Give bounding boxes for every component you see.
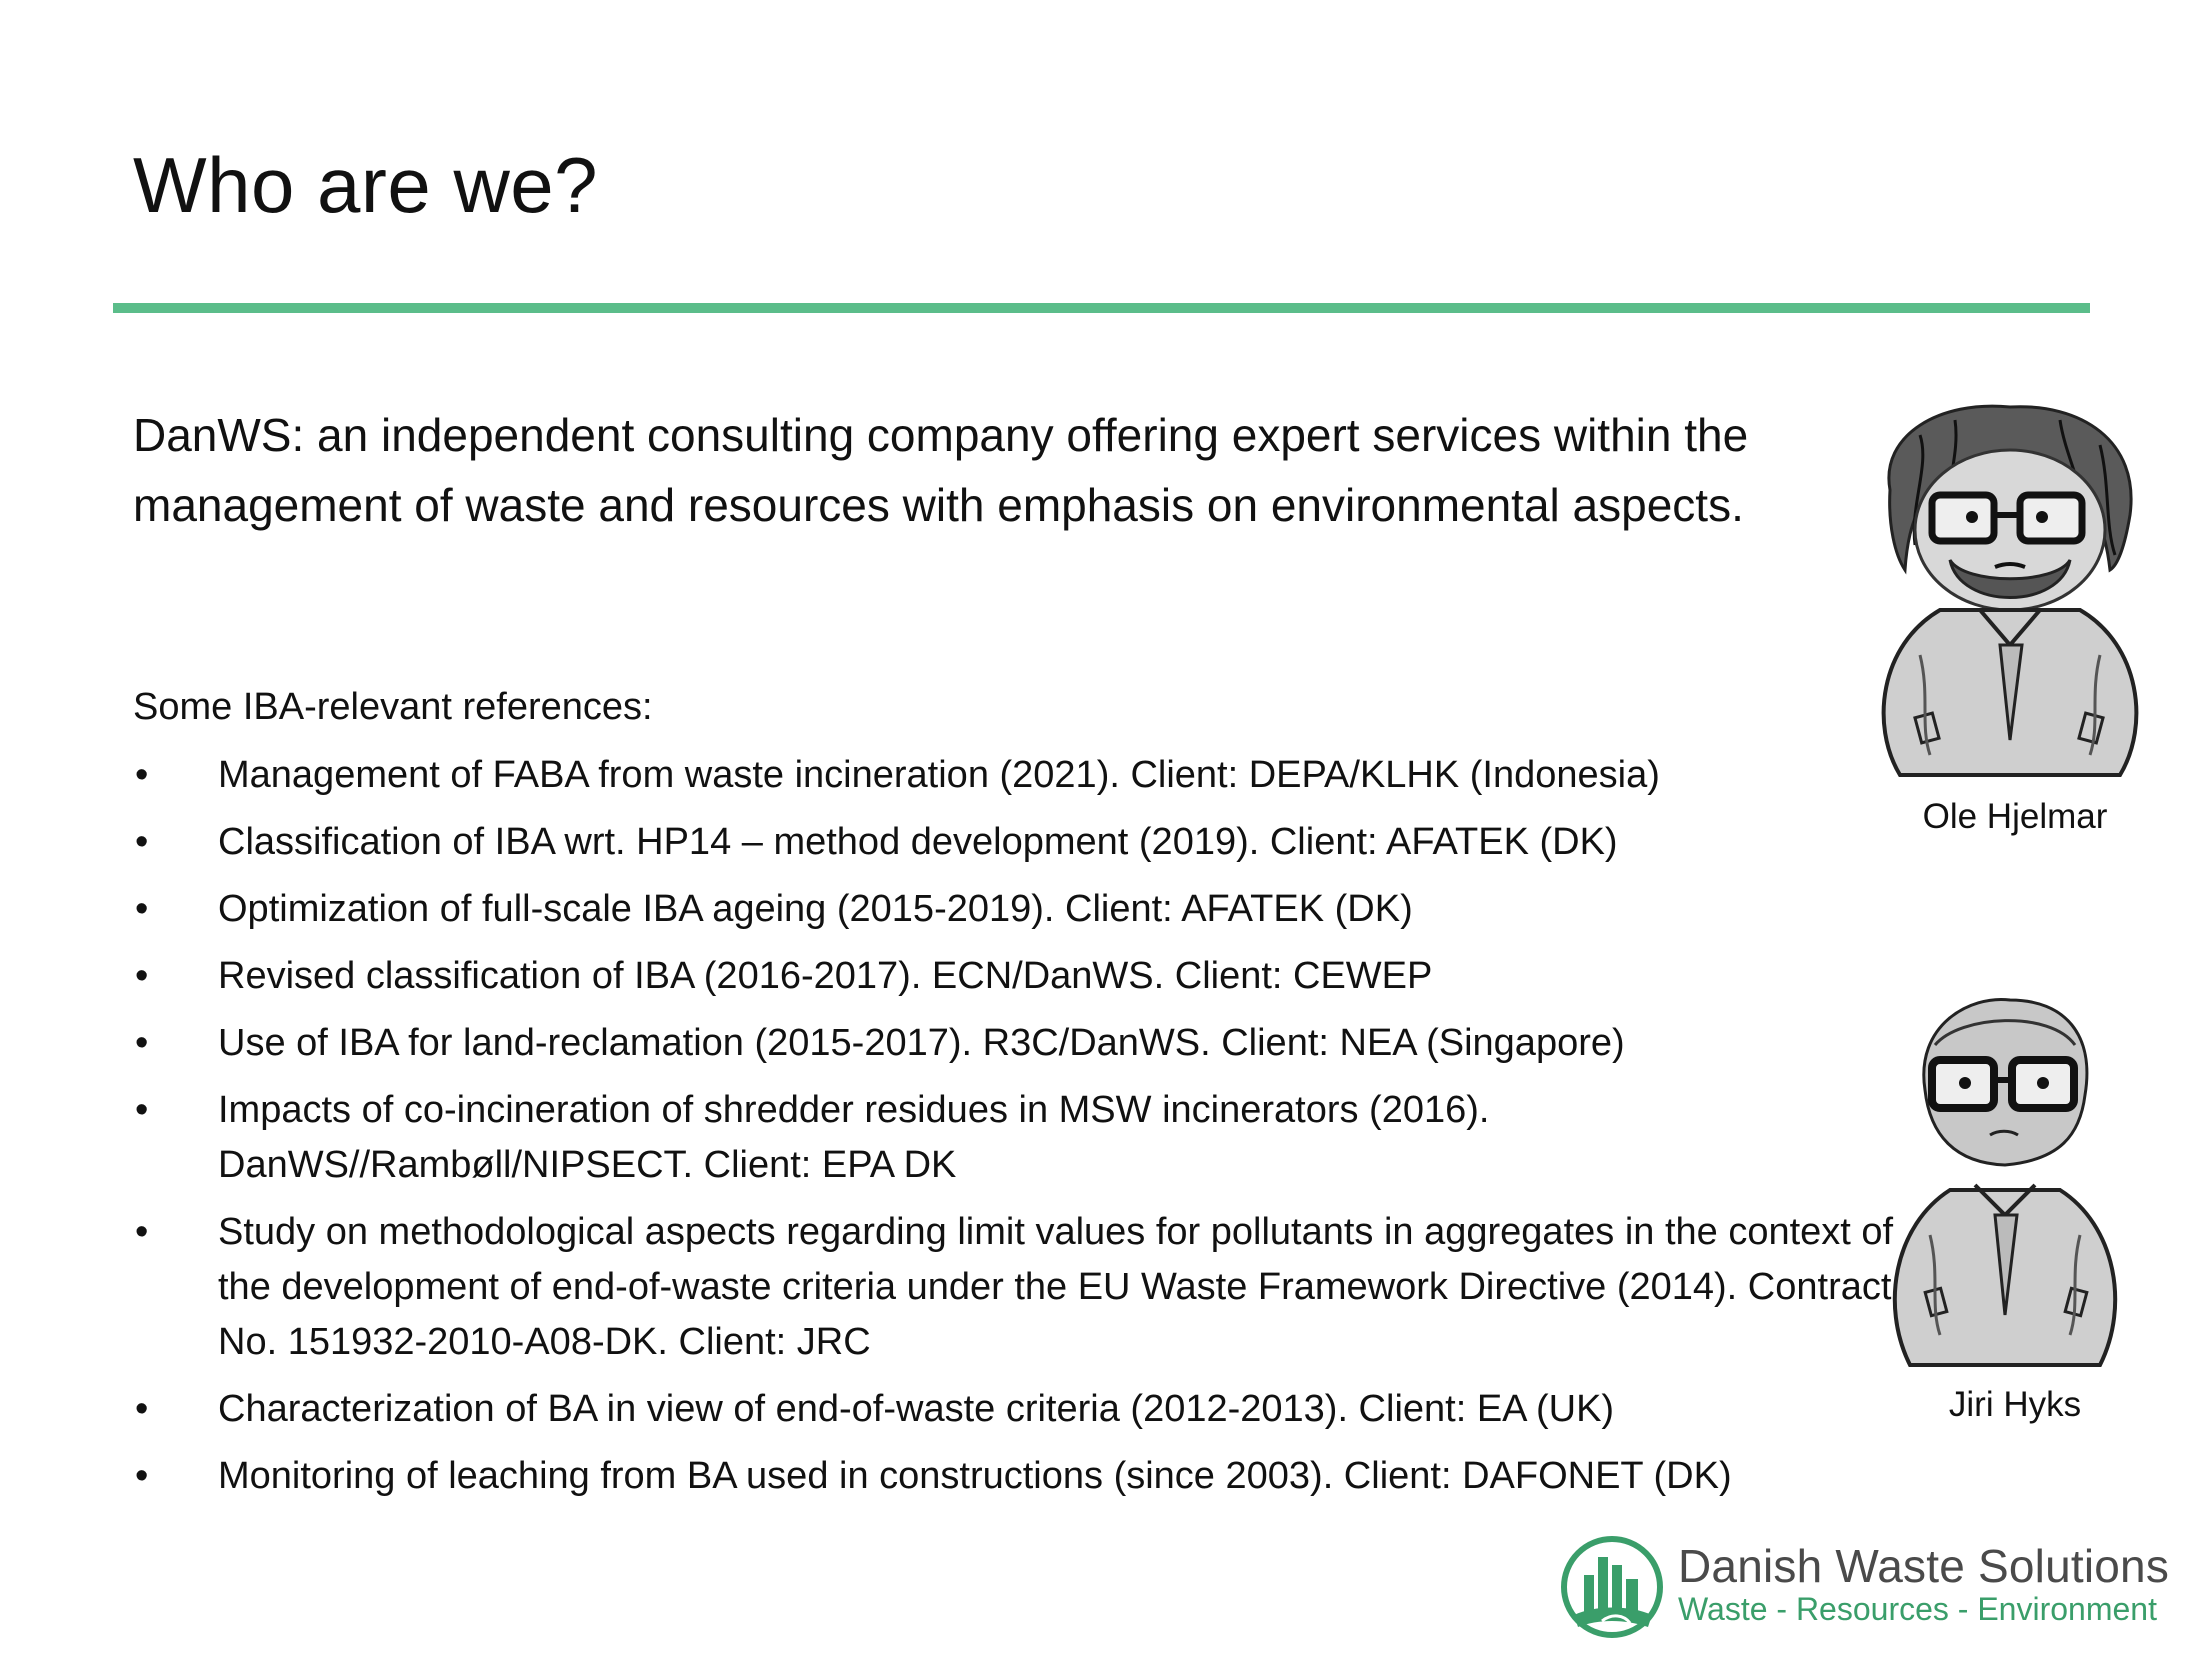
bullet: • xyxy=(135,1022,149,1064)
list-item xyxy=(133,748,1913,803)
portrait-caption: Jiri Hyks xyxy=(1948,1385,2082,1424)
list-item xyxy=(133,815,1913,870)
city-recycle-logo-icon xyxy=(1560,1535,1665,1640)
title-divider xyxy=(113,303,2090,313)
reference-text: Use of IBA for land-reclamation (2015-2017). R3C/DanWS. Client: NEA (Singapore) xyxy=(218,1022,1625,1064)
bullet: • xyxy=(135,821,149,863)
slide-title: Who are we? xyxy=(133,141,599,229)
list-item xyxy=(133,882,1913,937)
reference-text: Revised classification of IBA (2016-2017). ECN/DanWS. Client: CEWEP xyxy=(218,955,1433,997)
reference-text: Management of FABA from waste incineration (2021). Client: DEPA/KLHK (Indonesia) xyxy=(218,754,1660,796)
reference-text: Impacts of co-incineration of shredder residues in MSW incinerators (2016). DanWS//Rambøll/NIPSECT. Client: EPA DK xyxy=(218,1089,1490,1186)
bullet: • xyxy=(135,888,149,930)
list-item xyxy=(133,1449,1913,1504)
list-item xyxy=(133,1083,1913,1193)
list-item xyxy=(133,1016,1913,1071)
references-list xyxy=(133,748,1913,1516)
bullet: • xyxy=(135,1211,149,1253)
bullet: • xyxy=(135,1089,149,1131)
list-item xyxy=(133,1205,1913,1370)
logo-tagline: Waste - Resources - Environment xyxy=(1678,1591,2157,1627)
sketch-portrait-icon xyxy=(1860,395,2150,795)
reference-text: Classification of IBA wrt. HP14 – method development (2019). Client: AFATEK (DK) xyxy=(218,821,1618,863)
bullet: • xyxy=(135,754,149,796)
reference-text: Monitoring of leaching from BA used in constructions (since 2003). Client: DAFONET (DK) xyxy=(218,1455,1732,1497)
sketch-portrait-ole xyxy=(1860,395,2150,795)
references-heading: Some IBA-relevant references: xyxy=(133,686,653,728)
intro-paragraph: DanWS: an independent consulting company offering expert services within the management of waste and resources with emphasis on environmental aspects. xyxy=(133,409,1749,531)
bullet: • xyxy=(135,1388,149,1430)
reference-text: Characterization of BA in view of end-of-waste criteria (2012-2013). Client: EA (UK) xyxy=(218,1388,1615,1430)
reference-text: Study on methodological aspects regarding limit values for pollutants in aggregates in the context of the development of end-of-waste criteria under the EU Waste Framework Directive (2014). Contract No. 151932-2010-A08-DK. Client: JRC xyxy=(218,1211,1894,1363)
portrait-caption: Ole Hjelmar xyxy=(1922,797,2108,836)
logo-name: Danish Waste Solutions xyxy=(1678,1540,2170,1592)
company-logo xyxy=(1560,1535,2180,1645)
list-item xyxy=(133,949,1913,1004)
sketch-portrait-icon xyxy=(1880,985,2130,1375)
list-item xyxy=(133,1382,1913,1437)
bullet: • xyxy=(135,955,149,997)
reference-text: Optimization of full-scale IBA ageing (2015-2019). Client: AFATEK (DK) xyxy=(218,888,1413,930)
bullet: • xyxy=(135,1455,149,1497)
sketch-portrait-jiri xyxy=(1880,985,2130,1375)
